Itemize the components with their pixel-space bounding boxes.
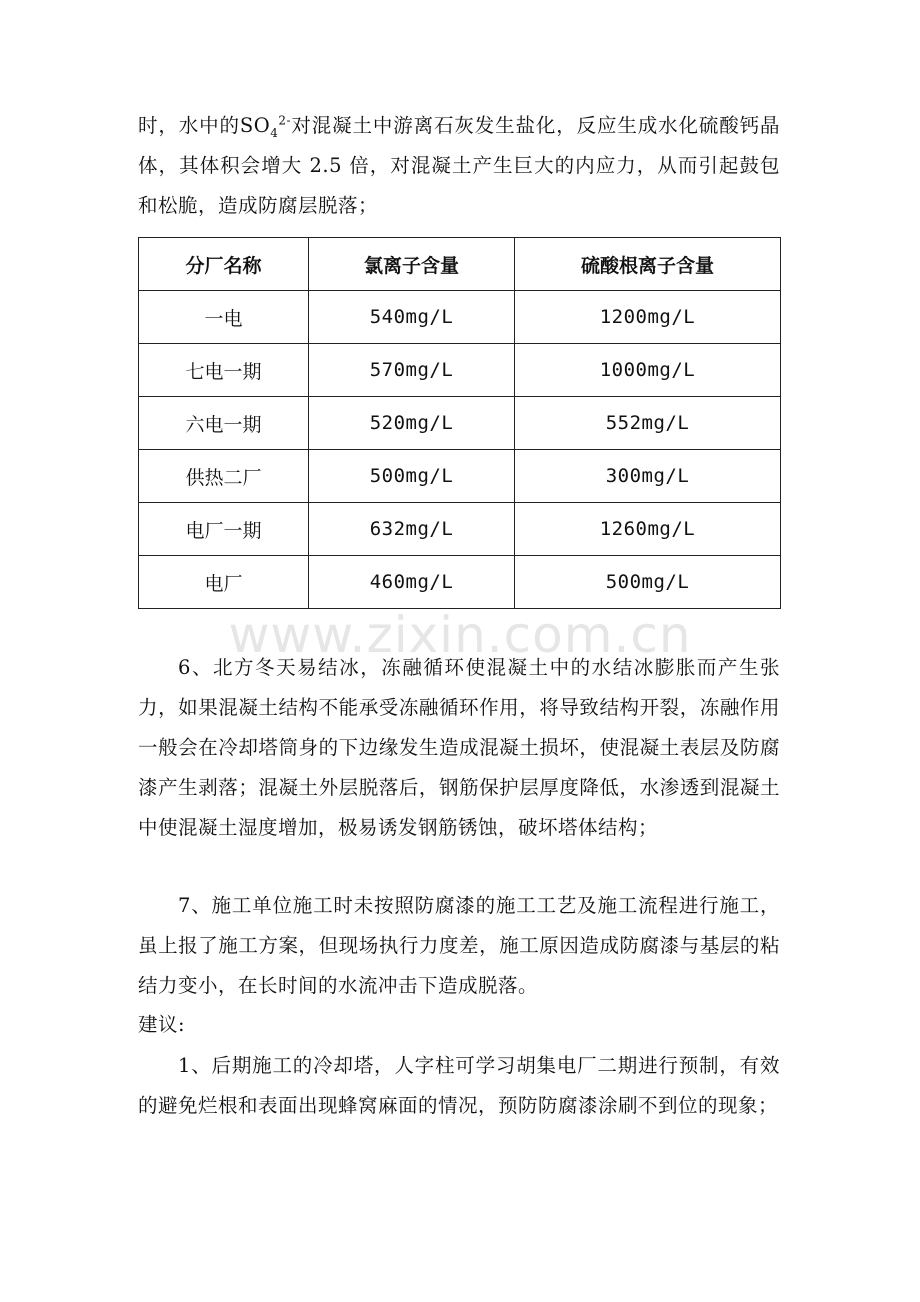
cell-sulfate: 1000mg/L bbox=[515, 344, 781, 397]
cell-plant: 电厂 bbox=[139, 556, 309, 609]
cell-chloride: 570mg/L bbox=[309, 344, 515, 397]
table-row bbox=[139, 397, 781, 450]
cell-sulfate: 1200mg/L bbox=[515, 291, 781, 344]
suggestion-heading: 建议: bbox=[138, 1013, 186, 1036]
cell-sulfate: 300mg/L bbox=[515, 450, 781, 503]
header-sulfate: 硫酸根离子含量 bbox=[515, 238, 781, 291]
cell-plant: 一电 bbox=[139, 291, 309, 344]
formula-superscript: 2- bbox=[278, 113, 292, 128]
cell-chloride: 540mg/L bbox=[309, 291, 515, 344]
intro-paragraph bbox=[138, 106, 780, 226]
table-row bbox=[139, 503, 781, 556]
intro-text-start: 时，水中的 bbox=[138, 114, 240, 137]
cell-sulfate: 552mg/L bbox=[515, 397, 781, 450]
sulfate-formula bbox=[239, 113, 292, 140]
cell-sulfate: 500mg/L bbox=[515, 556, 781, 609]
table-row bbox=[139, 556, 781, 609]
header-chloride: 氯离子含量 bbox=[309, 238, 515, 291]
cell-chloride: 520mg/L bbox=[309, 397, 515, 450]
point-7-paragraph: 7、施工单位施工时未按照防腐漆的施工工艺及施工流程进行施工，虽上报了施工方案，但现场执行力度差，施工原因造成防腐漆与基层的粘结力变小，在长时间的水流冲击下造成脱落。 bbox=[138, 894, 780, 997]
formula-subscript: 4 bbox=[270, 125, 279, 140]
suggestion-1-paragraph: 1、后期施工的冷却塔，人字柱可学习胡集电厂二期进行预制，有效的避免烂根和表面出现蜂窝麻面的情况，预防防腐漆涂刷不到位的现象； bbox=[138, 1054, 780, 1117]
table-header-row bbox=[139, 238, 781, 291]
table-row bbox=[139, 450, 781, 503]
cell-chloride: 500mg/L bbox=[309, 450, 515, 503]
cell-plant: 供热二厂 bbox=[139, 450, 309, 503]
cell-plant: 六电一期 bbox=[139, 397, 309, 450]
table-row bbox=[139, 344, 781, 397]
cell-plant: 电厂一期 bbox=[139, 503, 309, 556]
point-6-paragraph: 6、北方冬天易结冰，冻融循环使混凝土中的水结冰膨胀而产生张力，如果混凝土结构不能承受冻融循环作用，将导致结构开裂，冻融作用一般会在冷却塔筒身的下边缘发生造成混凝土损坏，使混凝土表层及防腐漆产生剥落；混凝土外层脱落后，钢筋保护层厚度降低，水渗透到混凝土中使混凝土湿度增加，极易诱发钢筋锈蚀，破坏塔体结构； bbox=[138, 656, 780, 839]
table-row bbox=[139, 291, 781, 344]
cell-sulfate: 1260mg/L bbox=[515, 503, 781, 556]
header-plant-name: 分厂名称 bbox=[139, 238, 309, 291]
ion-content-table bbox=[138, 237, 781, 609]
cell-chloride: 460mg/L bbox=[309, 556, 515, 609]
formula-base: SO bbox=[239, 114, 271, 137]
watermark: www.zixin.com.cn bbox=[228, 606, 692, 664]
cell-plant: 七电一期 bbox=[139, 344, 309, 397]
intro-text-rest: 对混凝土中游离石灰发生盐化，反应生成水化硫酸钙晶体，其体积会增大 2.5 倍，对混凝土产生巨大的内应力，从而引起鼓包和松脆，造成防腐层脱落； bbox=[138, 114, 780, 217]
cell-chloride: 632mg/L bbox=[309, 503, 515, 556]
